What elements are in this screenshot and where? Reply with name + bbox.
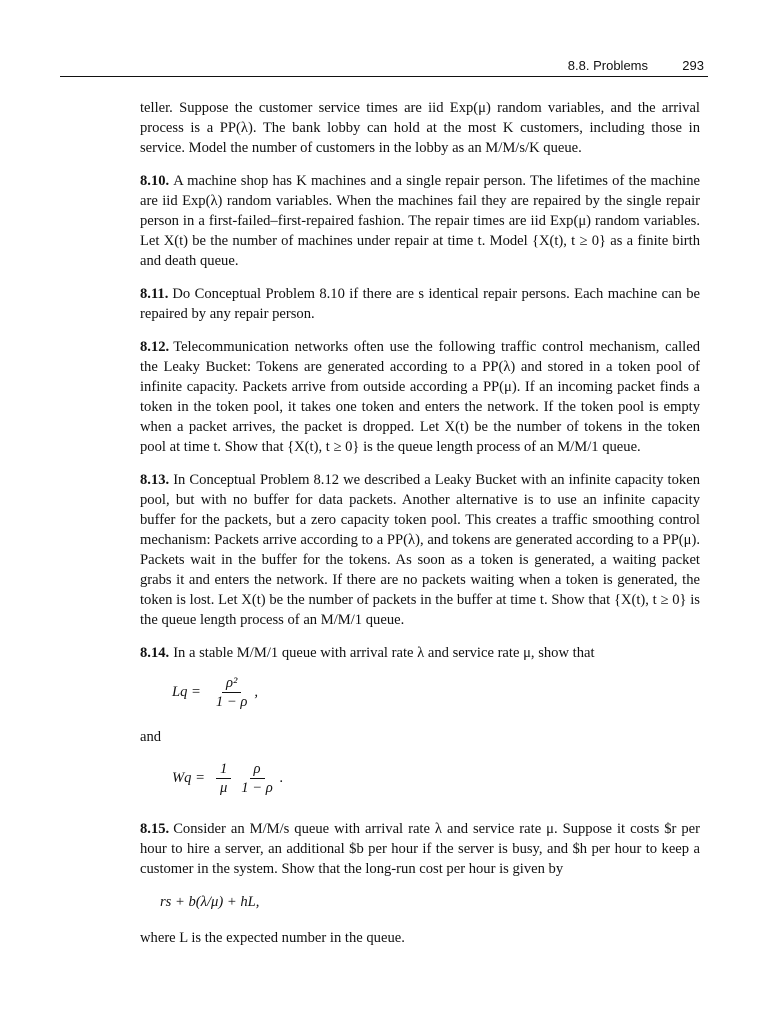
problem-text: In a stable M/M/1 queue with arrival rate λ and service rate μ, show that [173,645,595,661]
problem-text: Telecommunication networks often use the following traffic control mechanism, called the Leaky Bucket: Tokens are generated according to a PP(λ) and stored in a token pool of infinite capacity. Packets arrive from outside according a PP(μ). If an incoming packet finds a token in the token pool, it takes one token and enters the network. If the token pool is empty when a packet arrives, the packet is dropped. Let X(t) be the number of tokens in the token pool at time t. Show that {X(t), t ≥ 0} is the queue length process of an M/M/1 queue. [140,339,700,455]
problem-number: 8.13. [140,472,170,488]
problem-number: 8.10. [140,173,170,189]
problem-8-15 [140,819,700,879]
lq-formula [172,669,700,715]
lq-denominator: 1 − ρ [215,693,248,710]
closing-text: where L is the expected number in the queue. [140,930,405,946]
wq-denominator-1: μ [219,779,228,796]
problem-text: Consider an M/M/s queue with arrival rate λ and service rate μ. Suppose it costs $r per hour to hire a server, an additional $b per hour if the server is busy, and $h per hour to keep a customer in the system. Show that the long-run cost per hour is given by [140,821,700,877]
running-header [60,56,708,77]
page-number: 293 [682,58,704,73]
wq-formula [172,755,700,801]
and-text: and [140,729,162,745]
problem-number: 8.14. [140,645,170,661]
problem-8-14 [140,643,700,663]
problem-8-10 [140,171,700,271]
lq-lhs: Lq = [172,684,201,700]
page-body [140,98,700,961]
lq-numerator: ρ² [222,674,241,693]
wq-fraction-1 [216,760,231,797]
problem-8-11 [140,284,700,324]
problem-8-13 [140,470,700,630]
lq-fraction [212,674,251,711]
wq-numerator-2: ρ [250,760,265,779]
wq-numerator-1: 1 [216,760,231,779]
problem-number: 8.12. [140,339,170,355]
intro-paragraph: teller. Suppose the customer service times are iid Exp(μ) random variables, and the arrival process is a PP(λ). The bank lobby can hold at the most K customers, including those in service. Model the number of customers in the lobby as an M/M/s/K queue. [140,100,700,156]
problem-text: Do Conceptual Problem 8.10 if there are s identical repair persons. Each machine can be repaired by any repair person. [140,286,700,322]
wq-tail: . [279,770,284,786]
problem-number: 8.15. [140,821,170,837]
problem-8-12 [140,337,700,457]
wq-lhs: Wq = [172,770,205,786]
lq-tail: , [254,684,259,700]
section-title: 8.8. Problems [567,58,648,73]
wq-fraction-2 [237,760,276,797]
cost-formula: rs + b(λ/μ) + hL, [160,894,260,910]
problem-text: A machine shop has K machines and a single repair person. The lifetimes of the machine are iid Exp(λ) random variables. When the machines fail they are repaired by the single repair person in a first-failed–first-repaired fashion. The repair times are iid Exp(μ) random variables. Let X(t) be the number of machines under repair at time t. Model {X(t), t ≥ 0} as a finite birth and death queue. [140,173,700,269]
wq-denominator-2: 1 − ρ [241,779,273,796]
problem-number: 8.11. [140,286,169,302]
problem-text: In Conceptual Problem 8.12 we described a Leaky Bucket with an infinite capacity token pool, but with no buffer for data packets. Another alternative is to use an infinite capacity buffer for the packets, but a zero capacity token pool. This creates a traffic smoothing control mechanism: Packets arrive according to a PP(λ), and tokens are generated according to a PP(μ). Packets wait in the buffer for the tokens. As soon as a token is generated, a waiting packet grabs it and enters the network. If there are no packets waiting when a token is generated, the token is lost. Let X(t) be the number of packets in the buffer at time t. Show that {X(t), t ≥ 0} is the queue length process of an M/M/1 queue. [140,472,700,628]
